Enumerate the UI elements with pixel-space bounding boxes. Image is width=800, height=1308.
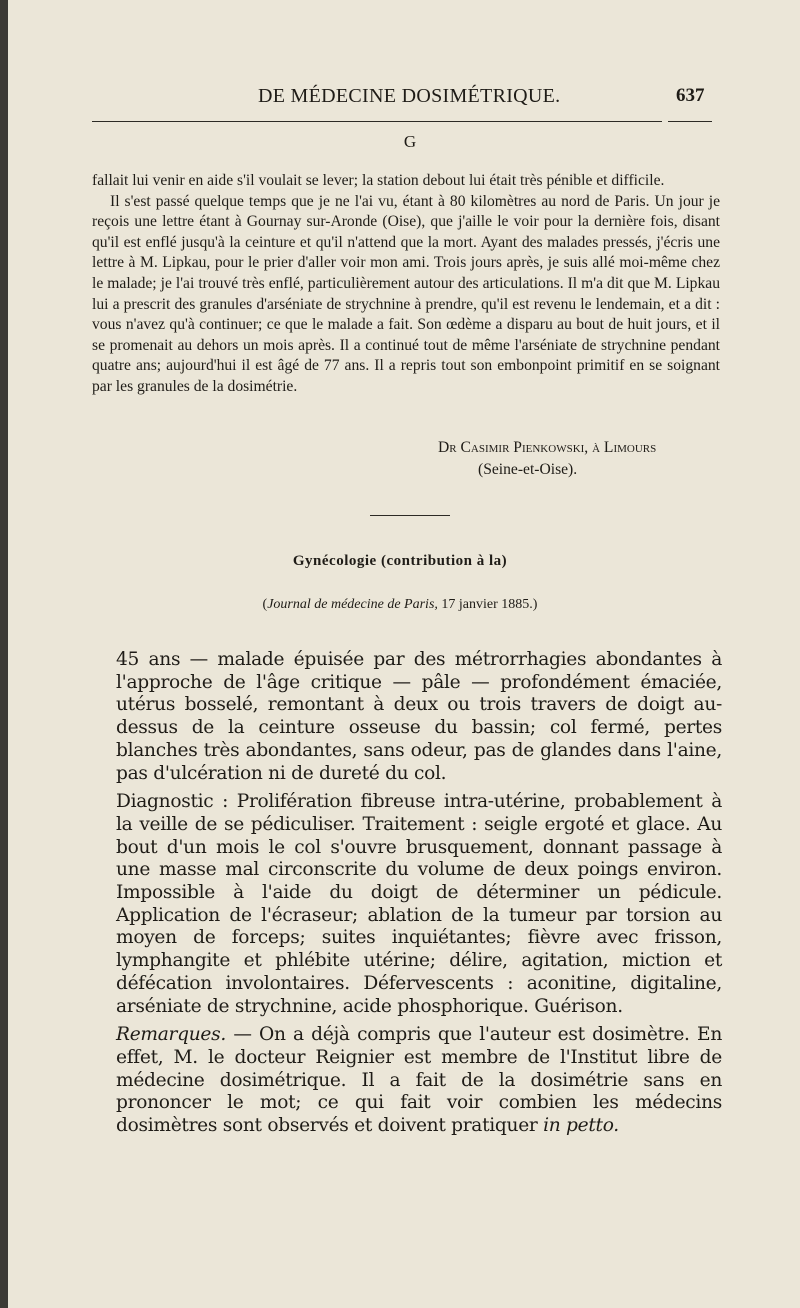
section-title: Gynécologie (contribution à la) [292, 553, 508, 569]
case-paragraph: Diagnostic : Prolifération fibreuse intra-utérine, probablement à la veille de se pédiculiser. Traitement : seigle ergoté et glace. Au bout d'un mois le col s'ouvre brusquement, donnant passage à une masse mal circonscrite du volume de deux poings environ. Impossible à l'aide du doigt de déterminer un pédicule. Application de l'écraseur; ablation de la tumeur par torsion au moyen de forceps; suites inquiétantes; fièvre avec frisson, lymphangite et phlébite utérine; délire, agitation, miction et défécation involontaires. Défervescents : aconitine, digitaline, arséniate de strychnine, acide phosphorique. Guérison. [116, 791, 722, 1017]
remarks-paragraph [116, 1024, 722, 1138]
remarks-text: — On a déjà compris que l'auteur est dosimètre. En effet, M. le docteur Reignier est membre de l'Institut libre de médecine dosimétrique. Il a fait de la dosimétrie sans en prononcer le mot; ce qui fait voir combien les médecins dosimètres sont observés et doivent pratiquer [116, 1024, 722, 1137]
author-signature [438, 439, 656, 457]
source-citation: (Journal de médecine de Paris, 17 janvier 1885.) [262, 597, 538, 612]
source-date: 17 janvier 1885. [441, 597, 533, 612]
source-journal: Journal de médecine de Paris, [267, 597, 438, 612]
header-rule [92, 121, 662, 122]
page-number: 637 [676, 85, 705, 106]
author-place: (Seine-et-Oise). [478, 461, 578, 478]
letter-body [92, 171, 720, 398]
letter-paragraph: Il s'est passé quelque temps que je ne l'ai vu, étant à 80 kilomètres au nord de Paris. Un jour je reçois une lettre étant à Gournay sur-Aronde (Oise), que j'aille le voir pour la dernière fois, disant qu'il est enflé jusqu'à la ceinture et qu'il n'attend que la mort. Ayant des malades pressés, j'écris une lettre à M. Lipkau, pour le prier d'aller voir mon ami. Trois jours après, je suis allé moi-même chez le malade; je l'ai trouvé très enflé, particulièrement autour des articulations. Il m'a dit que M. Lipkau lui a prescrit des granules d'arséniate de strychnine à prendre, qu'il est revenu le lendemain, et a dit : vous n'avez qu'à continuer; ce que le malade a fait. Son œdème a disparu au bout de huit jours, et il se promenait au dehors un mois après. Il a continué tout de même l'arséniate de strychnine pendant quatre ans; aujourd'hui il est âgé de 77 ans. Il a repris tout son embonpoint primitif en se soignant par les granules de la dosimétrie. [92, 192, 720, 395]
remarks-italic-end: in petto. [543, 1115, 619, 1137]
author-name: Dr Casimir Pienkowski, à Limours [438, 439, 657, 456]
section-separator [370, 515, 450, 516]
case-report [116, 649, 722, 1138]
header-rule-short [668, 121, 712, 122]
signature-mark: G [403, 132, 417, 151]
binding-edge [0, 0, 8, 1308]
remarks-label: Remarques. [116, 1024, 226, 1046]
case-paragraph: 45 ans — malade épuisée par des métrorrhagies abondantes à l'approche de l'âge critique — pâle — profondément émaciée, utérus bosselé, remontant à deux ou trois travers de doigt au-dessus de la ceinture osseuse du bassin; col fermé, pertes blanches très abondantes, sans odeur, pas de glandes dans l'aine, pas d'ulcération ni de dureté du col. [116, 649, 722, 784]
running-head: DE MÉDECINE DOSIMÉTRIQUE. [258, 85, 561, 107]
letter-paragraph: fallait lui venir en aide s'il voulait se lever; la station debout lui était très pénible et difficile. [92, 172, 665, 189]
